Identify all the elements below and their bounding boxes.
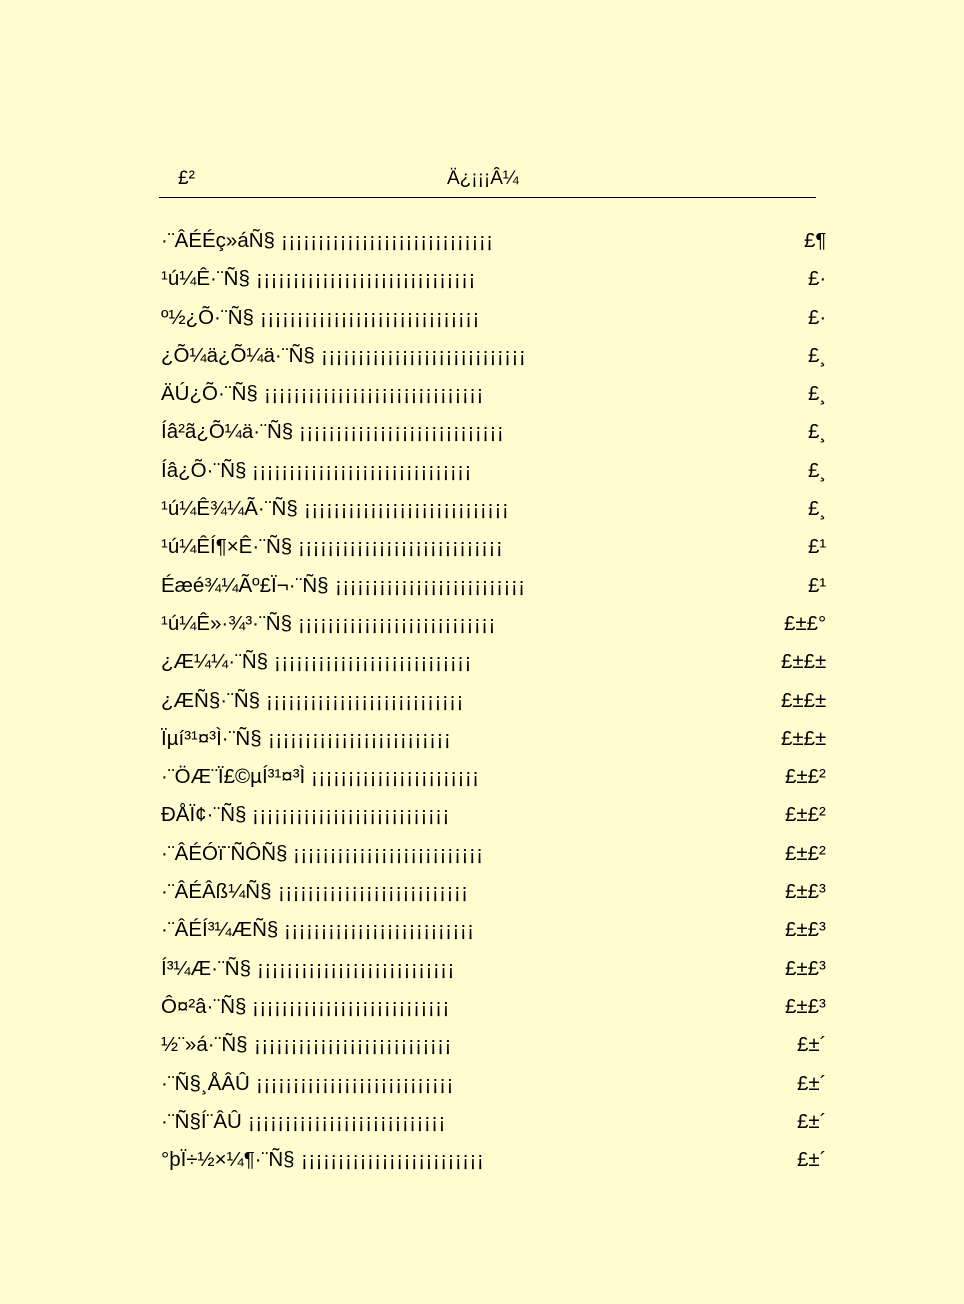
toc-entry-leader: ¡¡¡¡¡¡¡¡¡¡¡¡¡¡¡¡¡¡¡¡¡¡¡¡¡ <box>268 726 452 750</box>
toc-entry-leader: ¡¡¡¡¡¡¡¡¡¡¡¡¡¡¡¡¡¡¡¡¡¡¡¡¡¡ <box>284 918 475 942</box>
toc-entry-title: Éæé¾¼Ãº£Ï¬·¨Ñ§ <box>161 573 329 597</box>
toc-entry-page: £±£± <box>781 688 827 712</box>
toc-entry[interactable] <box>161 494 826 532</box>
toc-entry-leader: ¡¡¡¡¡¡¡¡¡¡¡¡¡¡¡¡¡¡¡¡¡¡¡¡¡¡¡ <box>252 803 450 827</box>
toc-entry-leader: ¡¡¡¡¡¡¡¡¡¡¡¡¡¡¡¡¡¡¡¡¡¡¡¡¡¡¡¡¡¡ <box>264 382 484 406</box>
toc-entry-title: Ïµí³¹¤³Ì·¨Ñ§ <box>161 726 262 750</box>
toc-entry-title: ¿Æ¼¼·¨Ñ§ <box>161 650 269 674</box>
toc-entry-page: £±´ <box>797 1148 827 1172</box>
toc-entry-leader: ¡¡¡¡¡¡¡¡¡¡¡¡¡¡¡¡¡¡¡¡¡¡¡¡¡¡¡¡¡¡ <box>252 458 472 482</box>
toc-entry-page: £¹ <box>808 535 827 559</box>
toc-entry-title: ·¨ÂÉÉç»áÑ§ <box>161 229 275 252</box>
toc-entry-page: £±£± <box>781 726 827 750</box>
toc-entry-page: £±£² <box>785 841 826 865</box>
toc-entry-title: ¿Õ¼ä¿Õ¼ä·¨Ñ§ <box>161 343 315 367</box>
toc-entry-page: £¸ <box>808 343 827 367</box>
toc-entry[interactable] <box>161 532 826 570</box>
toc-entry-leader: ¡¡¡¡¡¡¡¡¡¡¡¡¡¡¡¡¡¡¡¡¡¡¡¡¡ <box>301 1148 485 1172</box>
toc-entry-leader: ¡¡¡¡¡¡¡¡¡¡¡¡¡¡¡¡¡¡¡¡¡¡¡¡¡¡¡ <box>266 688 464 712</box>
toc-entry[interactable] <box>161 456 826 494</box>
toc-entry-page: £¸ <box>808 458 827 482</box>
toc-entry-leader: ¡¡¡¡¡¡¡¡¡¡¡¡¡¡¡¡¡¡¡¡¡¡¡¡¡¡¡¡ <box>298 535 504 559</box>
toc-entry[interactable] <box>161 417 826 455</box>
toc-entry-leader: ¡¡¡¡¡¡¡¡¡¡¡¡¡¡¡¡¡¡¡¡¡¡¡¡¡¡ <box>293 841 484 865</box>
toc-entry-title: ·¨ÂÉÍ³¼ÆÑ§ <box>161 918 279 942</box>
toc-entry-title: ¿ÆÑ§·¨Ñ§ <box>161 688 261 712</box>
toc-entry[interactable] <box>161 226 826 264</box>
toc-entry-leader: ¡¡¡¡¡¡¡¡¡¡¡¡¡¡¡¡¡¡¡¡¡¡¡¡¡¡¡ <box>298 611 496 635</box>
toc-entry-title: ÐÅÏ¢·¨Ñ§ <box>161 803 247 827</box>
running-title: Ä¿¡¡¡Â¼ <box>447 168 519 189</box>
toc-entry[interactable] <box>161 571 826 609</box>
toc-entry-page: £· <box>808 305 827 329</box>
toc-entry-page: £±´ <box>797 1033 827 1057</box>
toc-entry-title: Í³¼Æ·¨Ñ§ <box>161 956 251 980</box>
toc-entry-title: ÄÚ¿Õ·¨Ñ§ <box>161 382 258 406</box>
toc-entry-leader: ¡¡¡¡¡¡¡¡¡¡¡¡¡¡¡¡¡¡¡¡¡¡¡¡¡¡¡¡ <box>321 343 527 367</box>
toc-entry[interactable] <box>161 1107 826 1145</box>
toc-entry[interactable] <box>161 762 826 800</box>
toc-entry-leader: ¡¡¡¡¡¡¡¡¡¡¡¡¡¡¡¡¡¡¡¡¡¡¡¡¡¡ <box>335 573 526 597</box>
toc-entry-title: º½¿Õ·¨Ñ§ <box>161 305 254 329</box>
toc-entry[interactable] <box>161 724 826 762</box>
toc-entry[interactable] <box>161 839 826 877</box>
toc-entry[interactable] <box>161 609 826 647</box>
toc-entry-title: ·¨Ñ§Í¨ÂÛ <box>161 1109 242 1133</box>
toc-entry-title: ·¨ÂÉÓï¨ÑÔÑ§ <box>161 841 288 865</box>
toc-entry-title: ·¨ÂÉÂß¼Ñ§ <box>161 880 272 904</box>
header-rule <box>159 197 816 198</box>
toc-entry[interactable] <box>161 1069 826 1107</box>
toc-entry-title: ¹ú¼Ê»·¾³·¨Ñ§ <box>161 611 293 635</box>
toc-entry-page: £¸ <box>808 497 827 521</box>
toc-entry-page: £±£² <box>785 803 826 827</box>
toc-entry-page: £¶ <box>804 229 827 252</box>
toc-entry-page: £¸ <box>808 382 827 406</box>
toc-entry-title: ·¨ÖÆ¨Ï£©µÍ³¹¤³Ì <box>161 765 306 789</box>
toc-entry[interactable] <box>161 647 826 685</box>
table-of-contents <box>161 226 826 1183</box>
toc-entry-leader: ¡¡¡¡¡¡¡¡¡¡¡¡¡¡¡¡¡¡¡¡¡¡¡¡¡¡¡¡¡¡ <box>256 267 476 291</box>
toc-entry-title: ¹ú¼Ê·¨Ñ§ <box>161 267 250 291</box>
toc-entry-page: £±£± <box>781 650 827 674</box>
toc-entry-title: ¹ú¼Ê¾¼Ã·¨Ñ§ <box>161 497 298 521</box>
toc-entry-leader: ¡¡¡¡¡¡¡¡¡¡¡¡¡¡¡¡¡¡¡¡¡¡¡¡¡¡ <box>278 880 469 904</box>
toc-entry-title: ·¨Ñ§¸ÅÂÛ <box>161 1071 250 1095</box>
toc-entry-leader: ¡¡¡¡¡¡¡¡¡¡¡¡¡¡¡¡¡¡¡¡¡¡¡¡¡¡¡ <box>257 956 455 980</box>
toc-entry-page: £· <box>808 267 827 291</box>
toc-entry-leader: ¡¡¡¡¡¡¡¡¡¡¡¡¡¡¡¡¡¡¡¡¡¡¡¡¡¡¡ <box>256 1071 454 1095</box>
toc-entry[interactable] <box>161 800 826 838</box>
toc-entry-page: £±£³ <box>785 918 826 942</box>
toc-entry-title: Ô¤²â·¨Ñ§ <box>161 994 247 1018</box>
toc-entry[interactable] <box>161 992 826 1030</box>
toc-entry-leader: ¡¡¡¡¡¡¡¡¡¡¡¡¡¡¡¡¡¡¡¡¡¡¡¡¡¡¡ <box>248 1109 446 1133</box>
toc-entry-page: £±£° <box>784 611 827 635</box>
toc-entry-page: £±£² <box>785 765 826 789</box>
toc-entry-page: £±£³ <box>785 956 826 980</box>
toc-entry-leader: ¡¡¡¡¡¡¡¡¡¡¡¡¡¡¡¡¡¡¡¡¡¡¡ <box>311 765 480 789</box>
toc-entry[interactable] <box>161 379 826 417</box>
toc-entry-title: Íâ²ã¿Õ¼ä·¨Ñ§ <box>161 420 294 444</box>
toc-entry[interactable] <box>161 954 826 992</box>
toc-entry[interactable] <box>161 303 826 341</box>
toc-entry-leader: ¡¡¡¡¡¡¡¡¡¡¡¡¡¡¡¡¡¡¡¡¡¡¡¡¡¡¡¡ <box>304 497 510 521</box>
toc-entry[interactable] <box>161 341 826 379</box>
toc-entry[interactable] <box>161 1145 826 1183</box>
toc-entry[interactable] <box>161 264 826 302</box>
toc-entry-leader: ¡¡¡¡¡¡¡¡¡¡¡¡¡¡¡¡¡¡¡¡¡¡¡¡¡¡¡¡¡¡ <box>260 305 480 329</box>
toc-entry[interactable] <box>161 1030 826 1068</box>
toc-entry-leader: ¡¡¡¡¡¡¡¡¡¡¡¡¡¡¡¡¡¡¡¡¡¡¡¡¡¡¡ <box>252 994 450 1018</box>
toc-entry-leader: ¡¡¡¡¡¡¡¡¡¡¡¡¡¡¡¡¡¡¡¡¡¡¡¡¡¡¡¡¡ <box>281 229 494 252</box>
page-number: £² <box>178 168 195 189</box>
toc-entry[interactable] <box>161 877 826 915</box>
toc-entry-page: £¹ <box>808 573 827 597</box>
toc-entry-page: £¸ <box>808 420 827 444</box>
toc-entry-leader: ¡¡¡¡¡¡¡¡¡¡¡¡¡¡¡¡¡¡¡¡¡¡¡¡¡¡¡ <box>274 650 472 674</box>
toc-entry-leader: ¡¡¡¡¡¡¡¡¡¡¡¡¡¡¡¡¡¡¡¡¡¡¡¡¡¡¡¡ <box>299 420 505 444</box>
toc-entry[interactable] <box>161 686 826 724</box>
toc-entry[interactable] <box>161 915 826 953</box>
toc-entry-title: ¹ú¼ÊÍ¶×Ê·¨Ñ§ <box>161 535 293 559</box>
toc-entry-title: °þÏ÷½×¼¶·¨Ñ§ <box>161 1148 295 1172</box>
toc-entry-title: Íâ¿Õ·¨Ñ§ <box>161 458 247 482</box>
toc-entry-page: £±´ <box>797 1071 827 1095</box>
toc-entry-page: £±£³ <box>785 994 826 1018</box>
toc-entry-page: £±£³ <box>785 880 826 904</box>
toc-entry-title: ½¨»á·¨Ñ§ <box>161 1033 248 1057</box>
toc-entry-leader: ¡¡¡¡¡¡¡¡¡¡¡¡¡¡¡¡¡¡¡¡¡¡¡¡¡¡¡ <box>254 1033 452 1057</box>
toc-entry-page: £±´ <box>797 1109 827 1133</box>
